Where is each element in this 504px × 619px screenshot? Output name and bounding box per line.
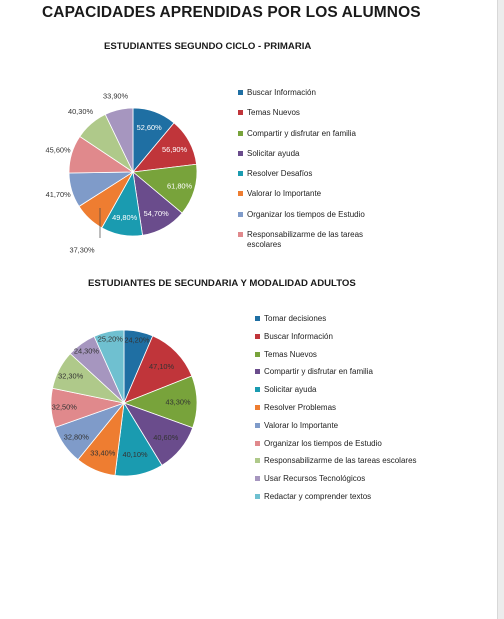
legend-swatch [238,232,243,237]
data-label-temas-nuevos: 56,90% [162,145,188,154]
legend-label: Buscar Información [264,331,333,341]
data-label-resolver-problemas: 33,40% [90,448,116,458]
legend-swatch [255,334,260,339]
data-label-compartir-y-disfrutar-en-familia: 40,60% [153,432,179,442]
legend-item [255,314,440,324]
legend-label: Responsabilizarme de las tareas [247,230,364,240]
data-label-organizar-los-tiempos-de-estudio: 32,50% [51,402,77,412]
legend-label: Redactar y comprender textos [264,491,372,501]
legend-label: Compartir y disfrutar en familia [247,128,356,138]
legend-item [238,88,388,98]
legend-swatch [255,423,260,428]
legend-item [238,230,388,250]
legend-label: Tomar decisiones [264,314,327,323]
data-label-compartir-y-disfrutar-en-familia: 61,80% [167,181,193,191]
legend-item [255,367,440,377]
data-label-valorar-lo-importante: 37,30% [69,245,95,255]
data-label-temas-nuevos: 43,30% [165,397,191,407]
data-label-valorar-lo-importante: 32,80% [63,432,89,442]
legend-item [238,169,388,179]
legend-label: Compartir y disfrutar en familia [264,367,373,377]
legend-swatch [255,387,260,392]
legend-swatch [255,369,260,374]
legend-item [255,403,440,413]
legend-label: Usar Recursos Tecnológicos [264,474,366,484]
legend-item [238,149,388,159]
legend-swatch [255,476,260,481]
data-label-slice-9: 40,30% [67,107,94,117]
legend-item [238,210,388,220]
legend-label: Resolver Desafíos [247,169,313,179]
legend-secundaria [255,314,440,510]
legend-swatch [238,151,243,156]
legend-label: Organizar los tiempos de Estudio [247,209,365,219]
data-label-resolver-desafios: 49,80% [112,212,138,222]
data-label-slice-10: 33,90% [103,91,129,101]
legend-swatch [238,191,243,196]
legend-label: Valorar lo Importante [264,420,339,430]
legend-swatch [255,405,260,410]
chart-title-secundaria: ESTUDIANTES DE SECUNDARIA Y MODALIDAD ADULTOS [88,278,356,289]
legend-primaria [238,88,388,260]
legend-item [255,439,440,449]
data-label-responsabilizarme-de-las-tareas-escolares: 45,60% [45,145,71,155]
legend-swatch [238,212,243,217]
legend-item [238,129,388,139]
legend-swatch [255,441,260,446]
legend-label: Solicitar ayuda [264,385,317,395]
data-label-responsabilizarme-de-las-tareas-escolares: 32,30% [58,371,84,381]
legend-item [255,332,440,342]
legend-item [255,350,440,360]
legend-label: escolares [247,240,282,250]
legend-label: Valorar lo Importante [247,189,322,199]
legend-swatch [255,316,260,321]
legend-label: Responsabilizarme de las tareas escolares [264,456,417,466]
legend-label: Temas Nuevos [264,349,317,359]
chart-title-primaria: ESTUDIANTES SEGUNDO CICLO - PRIMARIA [104,41,312,52]
legend-item [238,108,388,118]
data-label-buscar-informacion: 52,60% [136,123,162,133]
data-label-organizar-los-tiempos-de-estudio: 41,70% [45,190,71,199]
legend-label: Solicitar ayuda [247,148,300,158]
data-label-solicitar-ayuda: 54,70% [143,208,169,218]
legend-label: Organizar los tiempos de Estudio [264,438,382,448]
legend-item [255,456,440,466]
legend-item [255,421,440,431]
legend-swatch [238,90,243,95]
data-label-redactar-y-comprender-textos: 25,20% [97,334,123,344]
legend-label: Resolver Problemas [264,402,337,412]
data-label-usar-recursos-tecnologicos: 24,30% [73,346,99,356]
legend-item [255,474,440,484]
legend-item [255,492,440,502]
legend-label: Buscar Información [247,88,316,97]
legend-swatch [255,352,260,357]
page-title: CAPACIDADES APRENDIDAS POR LOS ALUMNOS [42,4,421,21]
legend-item [238,189,388,199]
data-label-buscar-informacion: 47,10% [149,361,175,371]
data-label-tomar-decisiones: 24,20% [124,335,150,345]
legend-swatch [238,171,243,176]
legend-swatch [255,494,260,499]
legend-item [255,385,440,395]
legend-swatch [238,131,243,136]
legend-swatch [238,110,243,115]
legend-label: Temas Nuevos [247,108,300,118]
data-label-solicitar-ayuda: 40,10% [122,450,148,459]
legend-swatch [255,458,260,463]
